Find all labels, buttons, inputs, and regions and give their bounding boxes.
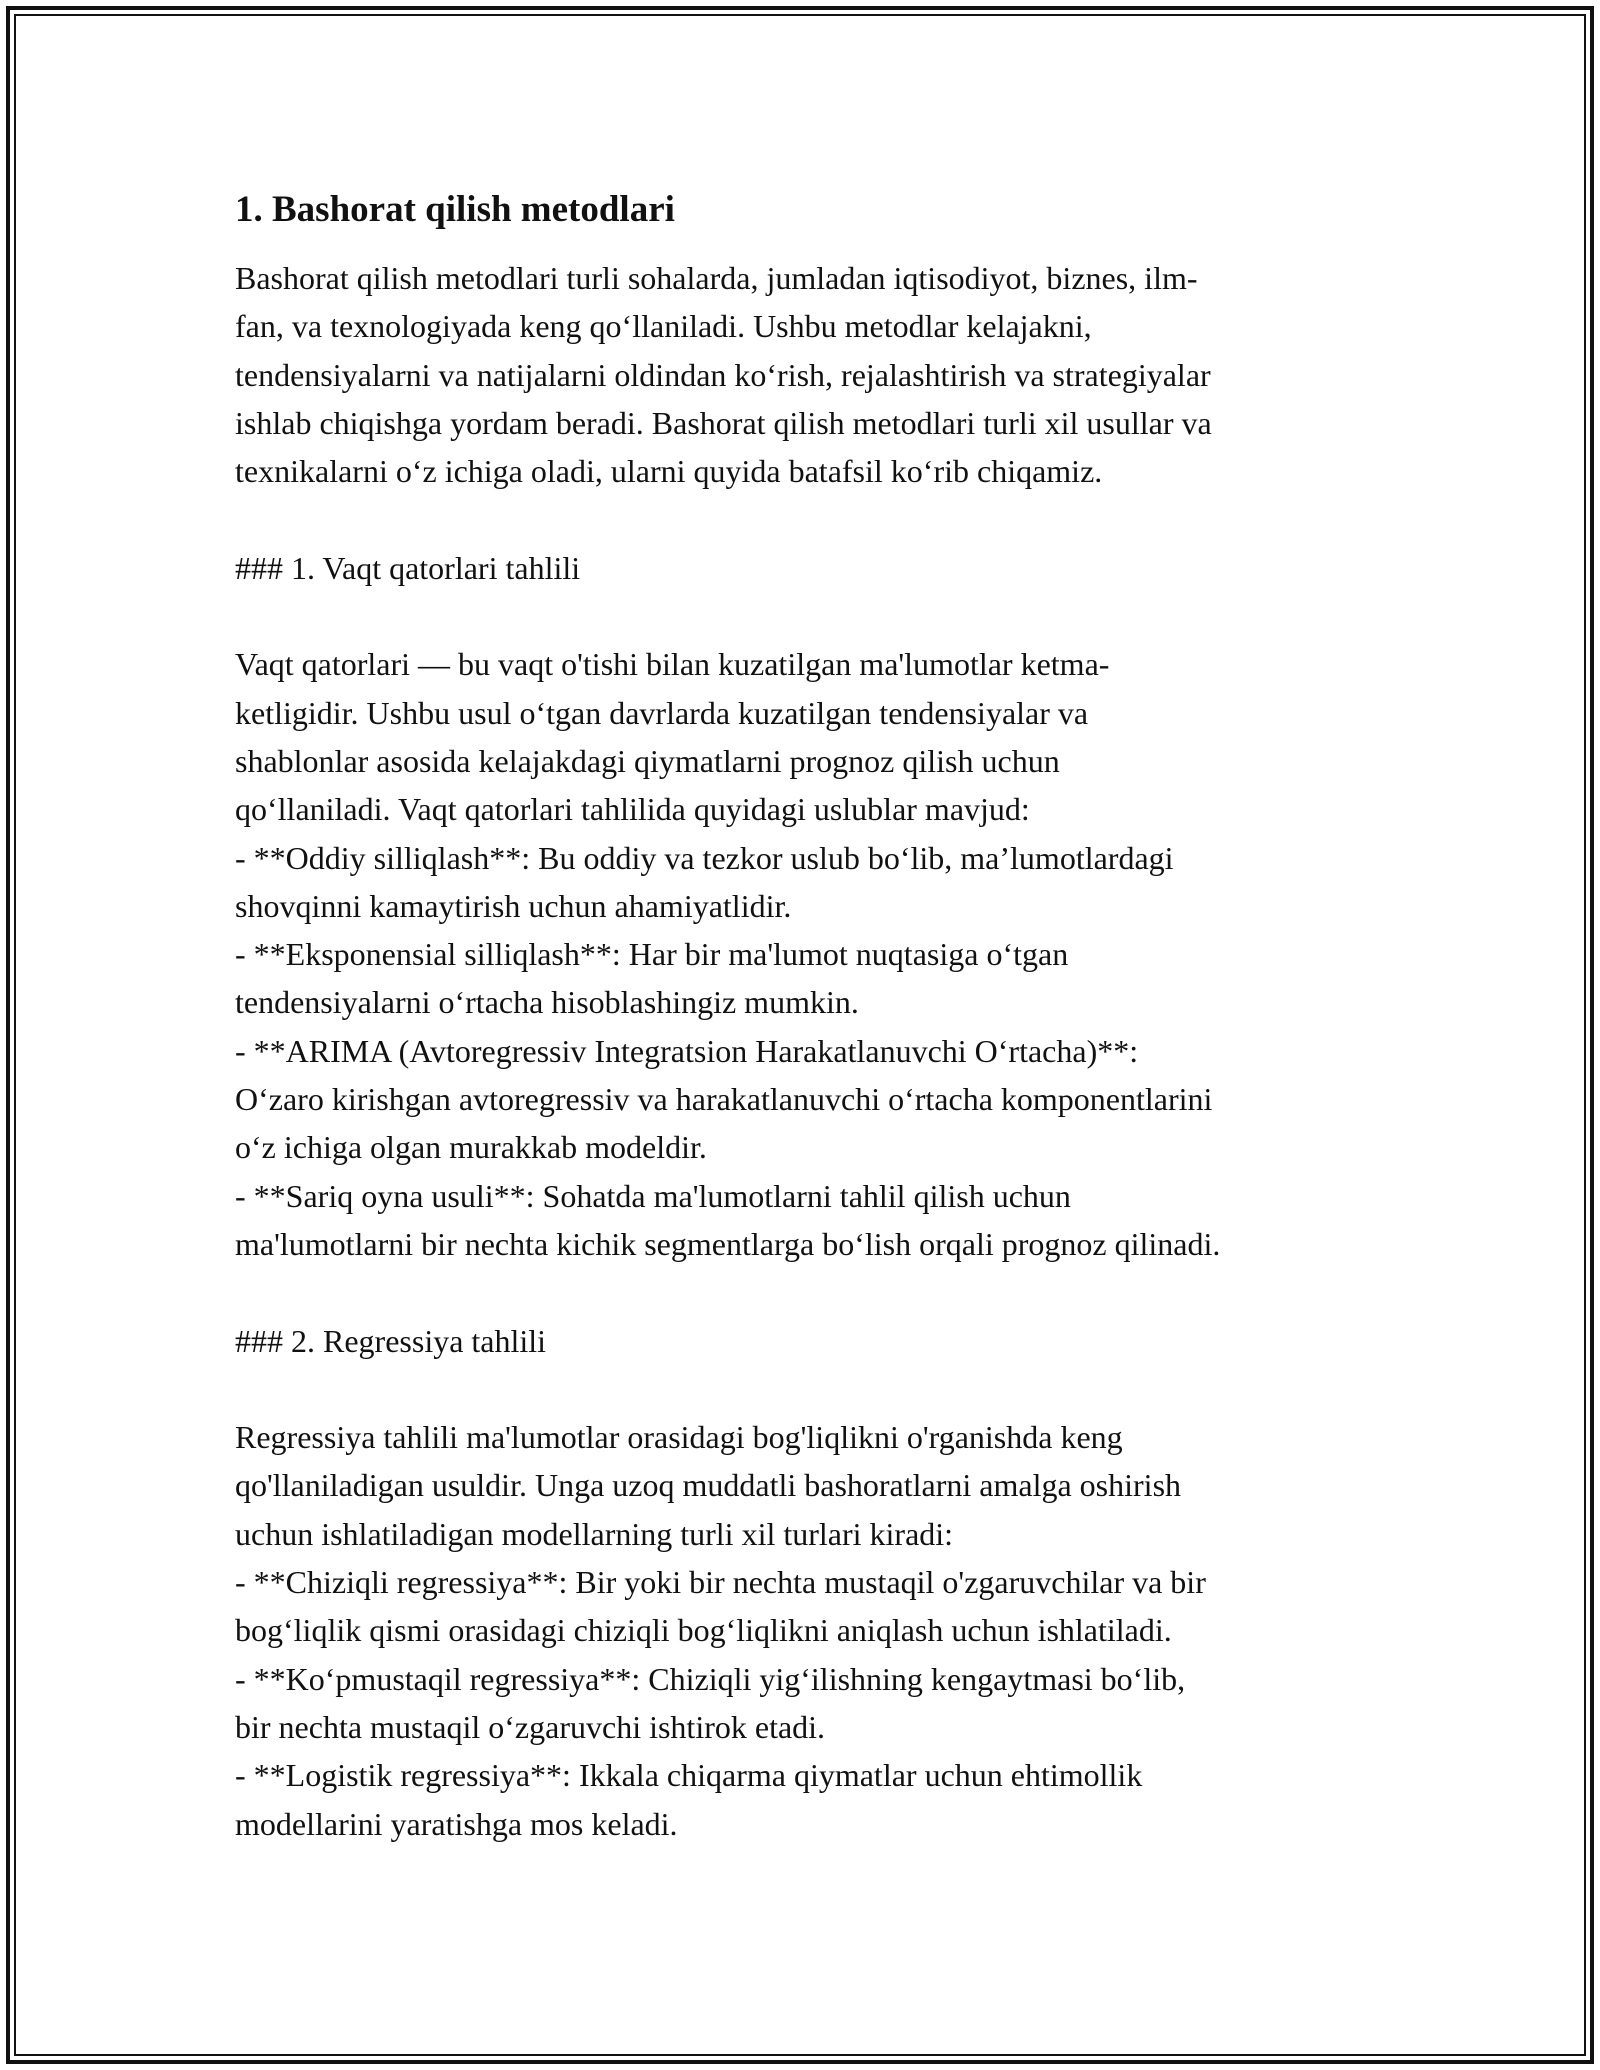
section-body-regression: Regressiya tahlili ma'lumotlar orasidagi bog'liqlikni o'rganishda keng qo'llaniladigan usuldir. Unga uzoq muddatli bashoratlarni amalga oshirish uchun ishlatiladigan modellarning turli xil turlari kiradi: - **Chiziqli regressiya**: Bir yoki bir nechta mustaqil o'zgaruvchilar va bir bog‘liqlik qismi orasidagi chiziqli bog‘liqlikni aniqlash uchun ishlatiladi. - **Ko‘pmustaqil regressiya**: Chiziqli yig‘ilishning kengaytmasi bo‘lib, bir nechta mustaqil o‘zgaruvchi ishtirok etadi. - **Logistik regressiya**: Ikkala chiqarma qiymatlar uchun ehtimollik modellarini yaratishga mos keladi.: [235, 1419, 1206, 1842]
spacer: [235, 495, 1375, 543]
spacer: [235, 1268, 1375, 1316]
section-heading-regression: ### 2. Regressiya tahlili: [235, 1322, 547, 1359]
spacer: [235, 592, 1375, 640]
section-heading-time-series: ### 1. Vaqt qatorlari tahlili: [235, 549, 581, 586]
spacer: [235, 1365, 1375, 1413]
section-body-time-series: Vaqt qatorlari — bu vaqt o'tishi bilan kuzatilgan ma'lumotlar ketma- ketligidir. Ushbu usul o‘tgan davrlarda kuzatilgan tendensiyalar va shablonlar asosida kelajakdagi qiymatlarni prognoz qilish uchun qo‘llaniladi. Vaqt qatorlari tahlilida quyidagi uslublar mavjud: - **Oddiy silliqlash**: Bu oddiy va tezkor uslub bo‘lib, ma’lumotlardagi shovqinni kamaytirish uchun ahamiyatlidir. - **Eksponensial silliqlash**: Har bir ma'lumot nuqtasiga o‘tgan tendensiyalarni o‘rtacha hisoblashingiz mumkin. - **ARIMA (Avtoregressiv Integratsion Harakatlanuvchi O‘rtacha)**: O‘zaro kirishgan avtoregressiv va harakatlanuvchi o‘rtacha komponentlarini o‘z ichiga olgan murakkab modeldir. - **Sariq oyna usuli**: Sohatda ma'lumotlarni tahlil qilish uchun ma'lumotlarni bir nechta kichik segmentlarga bo‘lish orqali prognoz qilinadi.: [235, 646, 1221, 1262]
intro-paragraph: Bashorat qilish metodlari turli sohalarda, jumladan iqtisodiyot, biznes, ilm- fan, va texnologiyada keng qo‘llaniladi. Ushbu metodlar kelajakni, tendensiyalarni va natijalarni oldindan ko‘rish, rejalashtirish va strategiyalar ishlab chiqishga yordam beradi. Bashorat qilish metodlari turli xil usullar va texnikalarni o‘z ichiga oladi, ularni quyida batafsil ko‘rib chiqamiz.: [235, 260, 1212, 490]
document-title: 1. Bashorat qilish metodlari: [235, 189, 675, 230]
document-body: [235, 186, 1375, 1848]
